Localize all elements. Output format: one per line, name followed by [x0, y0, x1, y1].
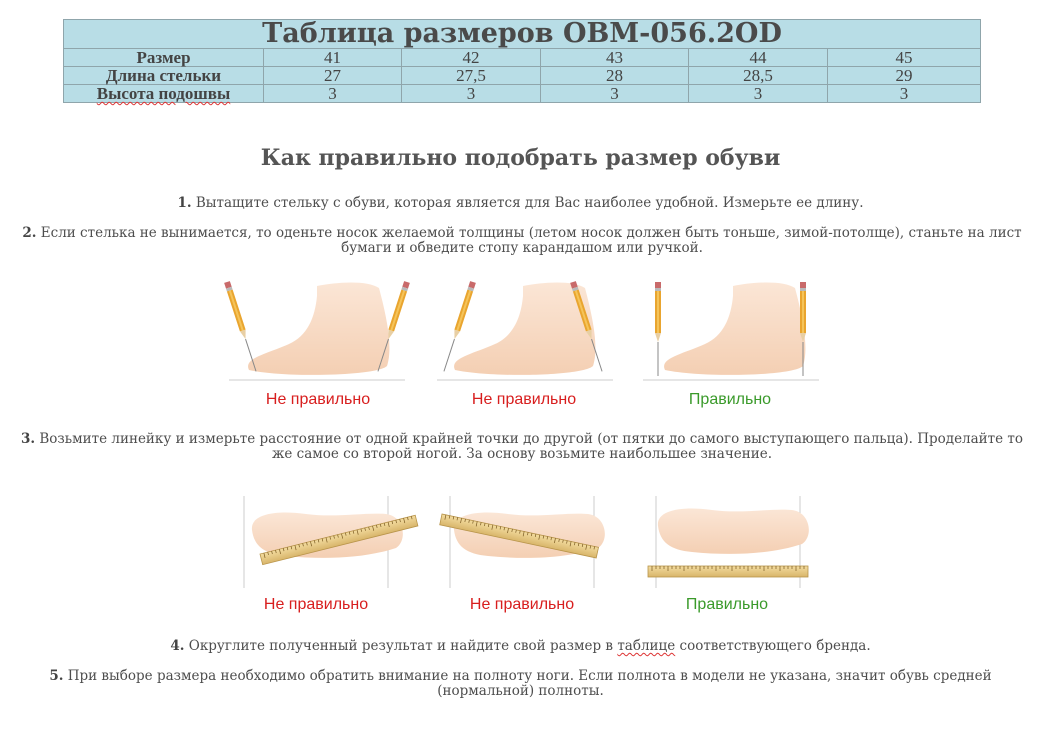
table-cell: 3 — [689, 85, 828, 103]
step-text: Вытащите стельку с обуви, которая является для Вас наиболее удобной. Измерьте ее длину. — [195, 195, 864, 211]
row-label-insole-length: Длина стельки — [64, 67, 264, 85]
table-cell: 28,5 — [689, 67, 828, 85]
caption-wrong-2: Не правильно — [469, 596, 575, 613]
table-cell: 3 — [264, 85, 402, 103]
step-number: 2. — [22, 225, 37, 241]
step-3 — [12, 432, 1032, 462]
row-label-size: Размер — [64, 49, 264, 67]
table-cell: 28 — [541, 67, 689, 85]
step-2 — [12, 226, 1032, 256]
ruler-measuring-illustration — [236, 496, 816, 590]
step-text: Округлите полученный результат и найдите свой размер в — [188, 638, 618, 654]
ruler-panel-right — [648, 496, 809, 588]
step-text: Возьмите линейку и измерьте расстояние от одной крайней точки до другой (от пятки до самого выступающего пальца). Проделайте то же самое со второй ногой. За основу возьмите наибольшее значение. — [39, 431, 1024, 462]
step-5 — [40, 669, 1001, 699]
foot-tracing-illustration — [215, 278, 835, 390]
table-cell: 45 — [828, 49, 981, 67]
table-cell: 3 — [828, 85, 981, 103]
caption-wrong-1: Не правильно — [265, 391, 371, 408]
table-cell: 27,5 — [402, 67, 541, 85]
ruler-panel-wrong-1 — [244, 496, 418, 588]
table-cell: 27 — [264, 67, 402, 85]
table-cell: 41 — [264, 49, 402, 67]
step-number: 5. — [49, 668, 64, 684]
ruler-panel-wrong-2 — [440, 496, 605, 588]
caption-right: Правильно — [685, 596, 769, 613]
table-cell: 42 — [402, 49, 541, 67]
step-1 — [0, 196, 1041, 211]
row-label-sole-height: Высота подошвы — [64, 85, 264, 103]
step-number: 3. — [20, 431, 36, 447]
step-text: соответствующего бренда. — [675, 638, 871, 654]
caption-right: Правильно — [688, 391, 772, 408]
size-table-title: Таблица размеров OBM-056.2OD — [64, 20, 981, 49]
step-text: Если стелька не вынимается, то оденьте носок желаемой толщины (летом носок должен быть тоньше, зимой-потолще), станьте на лист бумаги и обведите стопу карандашом или ручкой. — [40, 225, 1022, 256]
caption-wrong-1: Не правильно — [263, 596, 369, 613]
step-4 — [0, 639, 1041, 654]
table-cell: 29 — [828, 67, 981, 85]
table-cell: 3 — [541, 85, 689, 103]
table-cell: 3 — [402, 85, 541, 103]
step-text-marked-word: таблице — [617, 638, 676, 654]
table-row — [64, 85, 981, 103]
guide-heading: Как правильно подобрать размер обуви — [260, 145, 781, 171]
caption-wrong-2: Не правильно — [471, 391, 577, 408]
foot-panel-right — [643, 282, 819, 380]
table-cell: 43 — [541, 49, 689, 67]
step-number: 1. — [177, 195, 192, 211]
size-table — [63, 19, 981, 103]
foot-panel-wrong-1 — [224, 281, 410, 380]
table-row — [64, 49, 981, 67]
step-text: При выборе размера необходимо обратить внимание на полноту ноги. Если полнота в модели не указана, значит обувь средней (нормальной) полноты. — [67, 668, 992, 699]
foot-panel-wrong-2 — [437, 281, 613, 380]
table-cell: 44 — [689, 49, 828, 67]
table-row — [64, 67, 981, 85]
step-number: 4. — [170, 638, 185, 654]
